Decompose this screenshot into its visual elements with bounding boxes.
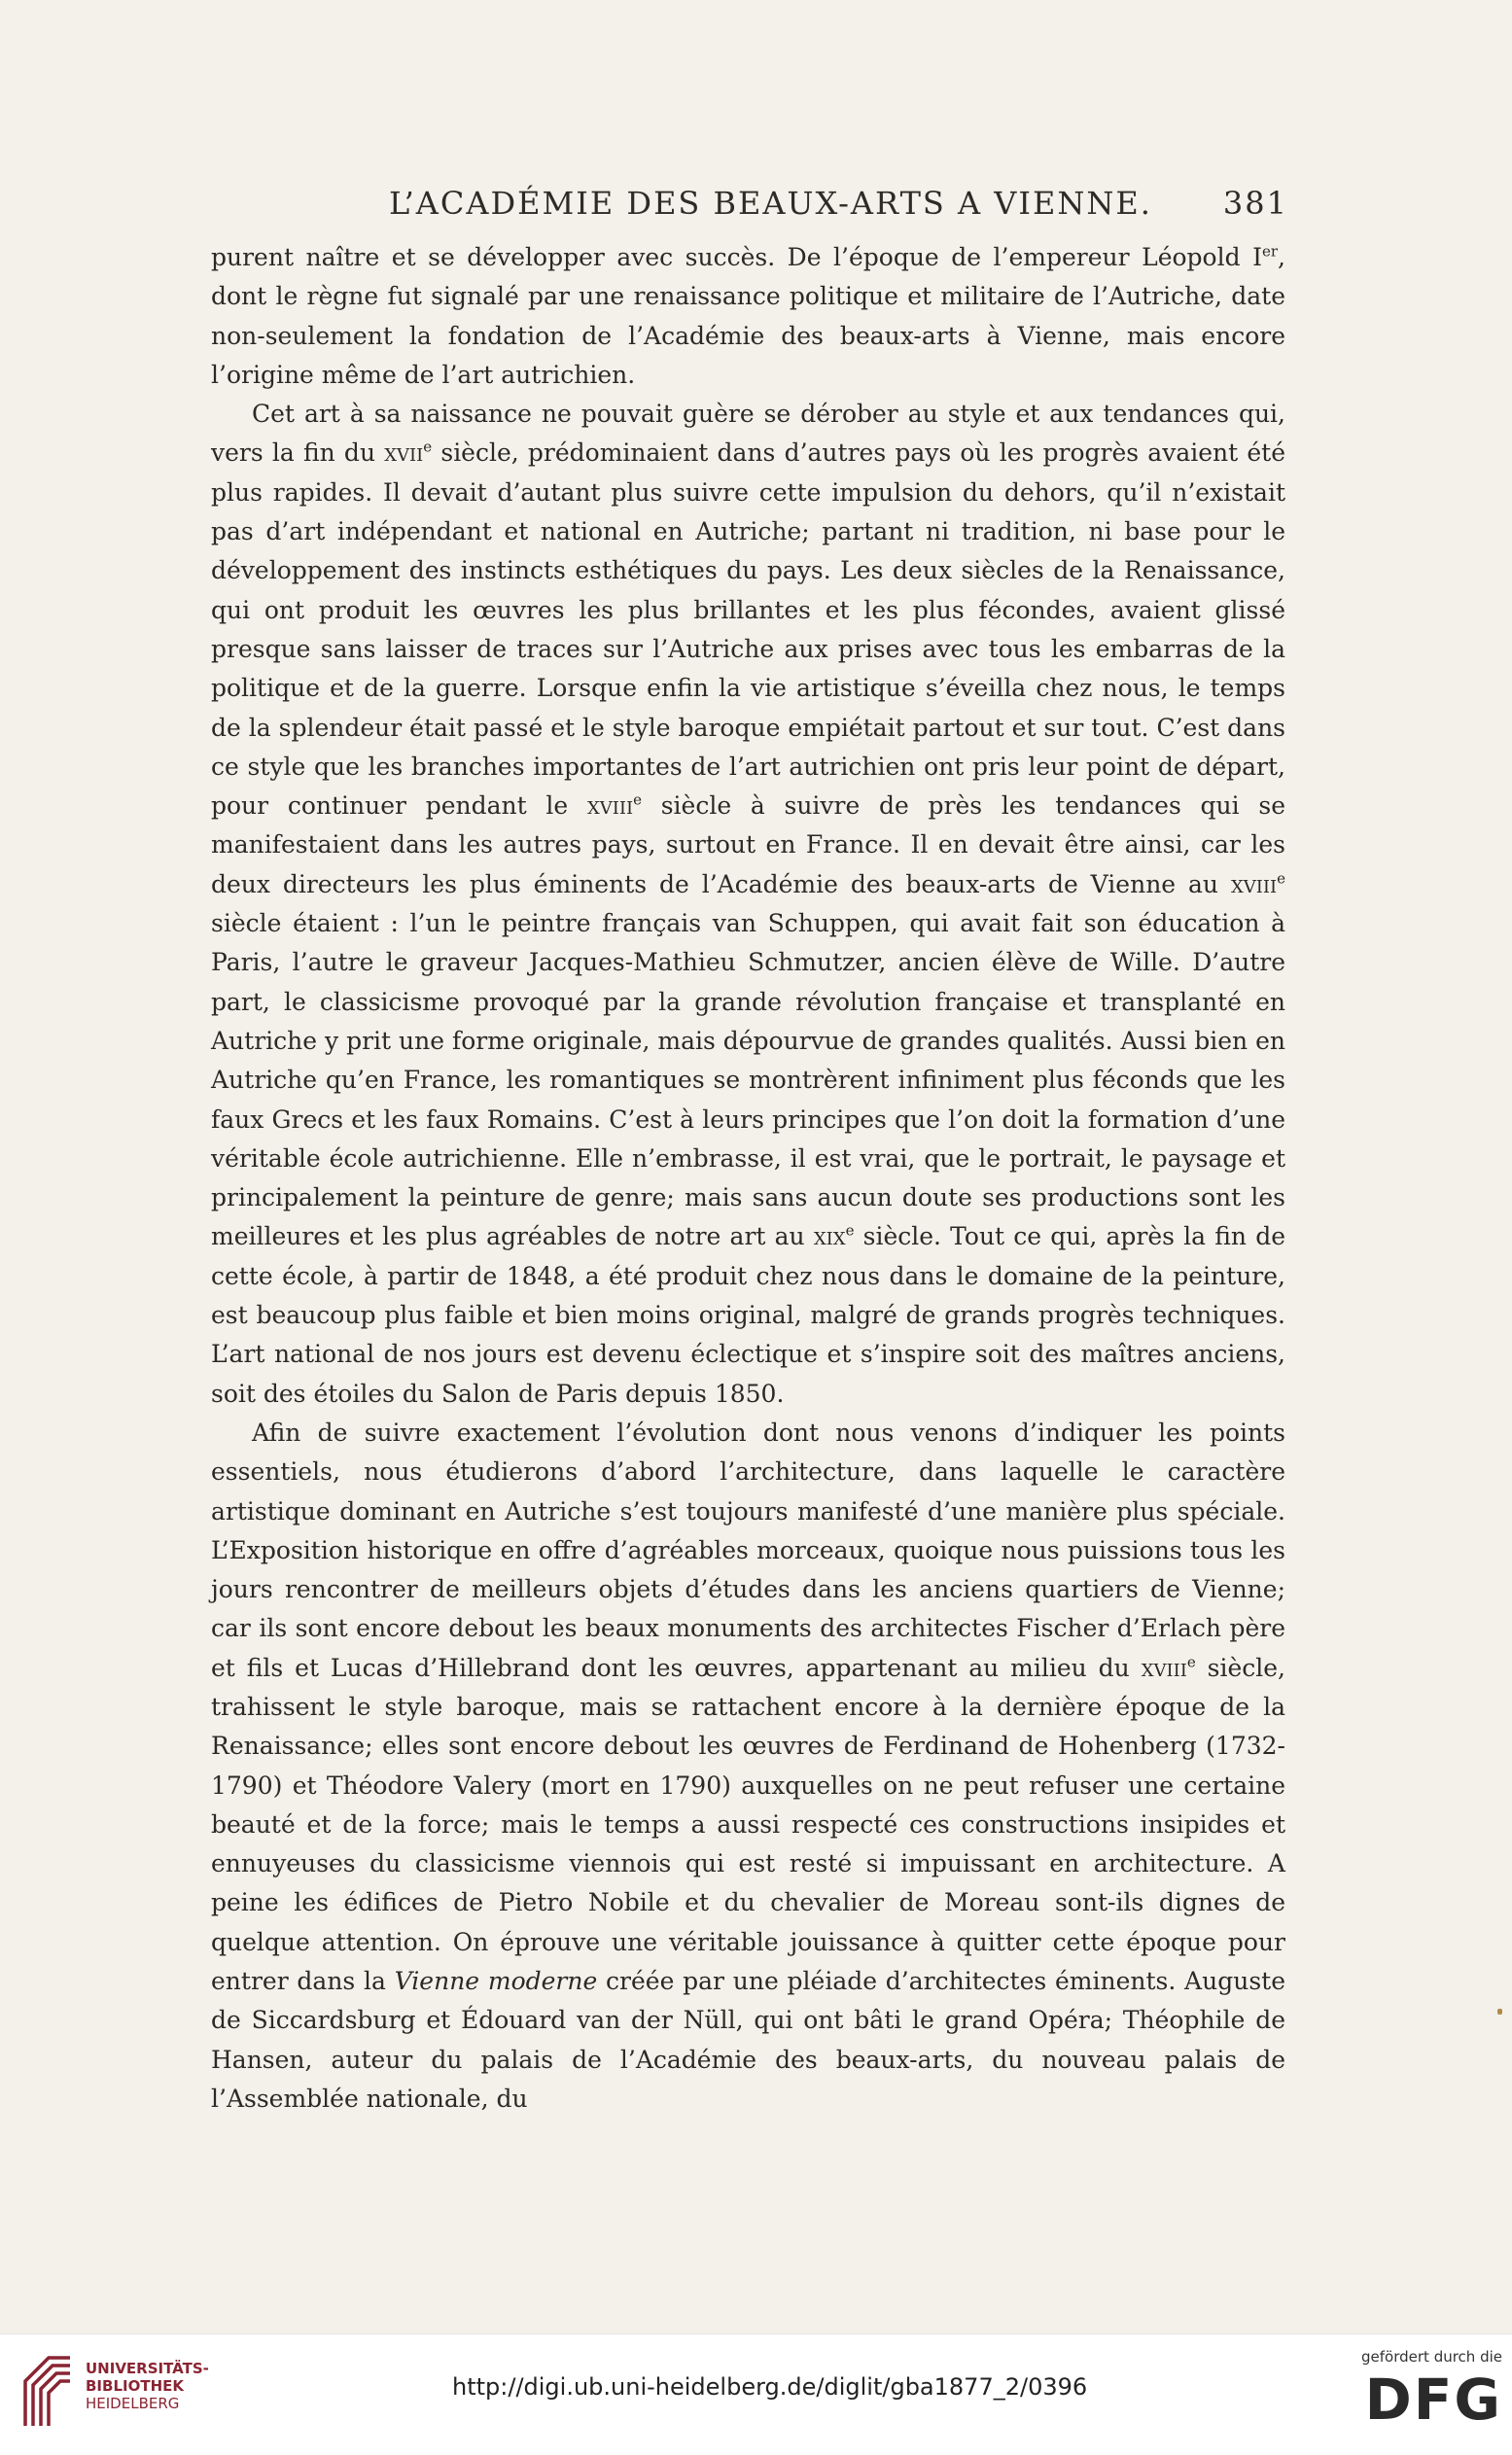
paragraph-1: purent naître et se développer avec succès. De l’époque de l’empereur Léopold Ier, dont le règne fut signalé par une renaissance politique et militaire de l’Autriche, date non-seulement la fondation de l’Académie des beaux-arts à Vienne, mais encore l’origine même de l’art autrichien. (211, 242, 1285, 389)
library-logo-icon (19, 2352, 76, 2430)
page-number: 381 (1222, 185, 1288, 222)
footer-bar (0, 2333, 1512, 2455)
margin-mark (1497, 2009, 1502, 2015)
library-name: UNIVERSITÄTS- BIBLIOTHEK HEIDELBERG (86, 2360, 209, 2412)
funding-note: gefördert durch die (1361, 2348, 1502, 2366)
dfg-logo: DFG (1364, 2367, 1502, 2433)
permalink[interactable]: http://digi.ub.uni-heidelberg.de/diglit/gba1877_2/0396 (452, 2373, 1088, 2401)
running-title: L’ACADÉMIE DES BEAUX-ARTS A VIENNE. (389, 185, 1152, 222)
paragraph-2: Cet art à sa naissance ne pouvait guère se dérober au style et aux tendances qui, vers la fin du xvii$^e$ siècle, prédominaient dans d’autres pays où les progrès avaient été plus rapides. Il devait d’autant plus suivre cette impulsion du dehors, qu’il n’existait pas d’art indépendant et national en Autriche; partant ni tradition, ni base pour le développement des instincts esthétiques du pays. Les deux siècles de la Renaissance, qui ont produit les œuvres les plus brillantes et les plus fécondes, avaient glissé presque sans laisser de traces sur l’Autriche aux prises avec tous les embarras de la politique et de la guerre. Lorsque enfin la vie artistique s’éveilla chez nous, le temps de la splendeur était passé et le style baroque empiétait partout et sur tout. C’est dans ce style que les branches importantes de l’art autrichien ont pris leur point de départ, pour continuer pendant le xviii$^e$ siècle à suivre de près les tendances qui se manifestaient dans les autres pays, surtout en France. Il en devait être ainsi, car les deux directeurs les plus éminents de l’Académie des beaux-arts de Vienne au xviii$^e$ siècle étaient : l’un le peintre français van Schuppen, qui avait fait son éducation à Paris, l’autre le graveur Jacques-Mathieu Schmutzer, ancien élève de Wille. D’autre part, le classicisme provoqué par la grande révolution française et transplanté en Autriche y prit une forme originale, mais dépourvue de grandes qualités. Aussi bien en Autriche qu’en France, les romantiques se montrèrent infiniment plus féconds que les faux Grecs et les faux Romains. C’est à leurs principes que l’on doit la formation d’une véritable école autrichienne. Elle n’embrasse, il est vrai, que le portrait, le paysage et principalement la peinture de genre; mais sans aucun doute ses productions sont les meilleures et les plus agréables de notre art au xix$^e$ siècle. Tout ce qui, après la fin de cette école, à partir de 1848, a été produit chez nous dans le domaine de la peinture, est beaucoup plus faible et bien moins original, malgré de grands progrès techniques. L’art national de nos jours est devenu éclectique et s’inspire soit des maîtres anciens, soit des étoiles du Salon de Paris depuis 1850. (211, 400, 1285, 1408)
body-text (211, 238, 1285, 2119)
paragraph-3: Afin de suivre exactement l’évolution dont nous venons d’indiquer les points essentiels, nous étudierons d’abord l’architecture, dans laquelle le caractère artistique dominant en Autriche s’est toujours manifesté d’une manière plus spéciale. L’Exposition historique en offre d’agréables morceaux, quoique nous puissions tous les jours rencontrer de meilleurs objets d’études dans les anciens quartiers de Vienne; car ils sont encore debout les beaux monuments des architectes Fischer d’Erlach père et fils et Lucas d’Hillebrand dont les œuvres, appartenant au milieu du xviii$^e$ siècle, trahissent le style baroque, mais se rattachent encore à la dernière époque de la Renaissance; elles sont encore debout les œuvres de Ferdinand de Hohenberg (1732-1790) et Théodore Valery (mort en 1790) auxquelles on ne peut refuser une certaine beauté et de la force; mais le temps a aussi respecté ces constructions insipides et ennuyeuses du classicisme viennois qui est resté si impuissant en architecture. A peine les édifices de Pietro Nobile et du chevalier de Moreau sont-ils dignes de quelque attention. On éprouve une véritable jouissance à quitter cette époque pour entrer dans la Vienne moderne créée par une pléiade d’architectes éminents. Auguste de Siccardsburg et Édouard van der Nüll, qui ont bâti le grand Opéra; Théophile de Hansen, auteur du palais de l’Académie des beaux-arts, du nouveau palais de l’Assemblée nationale, du (211, 1418, 1285, 2113)
funding-block (1318, 2348, 1502, 2433)
running-header (209, 185, 1288, 224)
